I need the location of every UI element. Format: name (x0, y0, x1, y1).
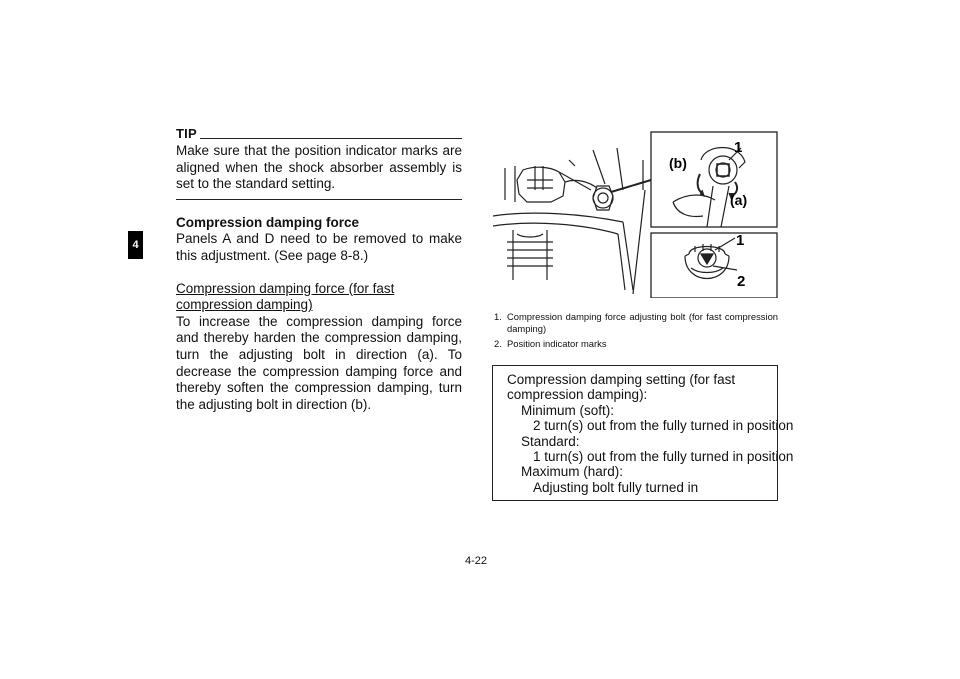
spec-min-label: Minimum (soft): (521, 402, 615, 418)
section-intro: Panels A and D need to be removed to make this adjustment. (See page 8-8.) (176, 231, 462, 263)
chapter-tab: 4 (128, 231, 143, 259)
section-title: Compression damping force (176, 214, 360, 230)
tip-text: Make sure that the position indicator marks are aligned when the shock absorber assembly is set to the standard setting. (176, 143, 462, 200)
callout-bottom-2: 2 (737, 273, 746, 290)
callout-bottom-1: 1 (736, 232, 745, 249)
caption-item (494, 338, 778, 350)
page-number: 4-22 (465, 555, 488, 567)
spec-std-label: Standard: (521, 433, 580, 449)
figure-captions (494, 311, 778, 350)
spec-max-value: Adjusting bolt fully turned in (533, 479, 699, 495)
caption-number: 2. (494, 338, 502, 349)
direction-a-label: (a) (730, 192, 748, 208)
caption-number: 1. (494, 311, 502, 322)
shock-absorber-illustration (493, 130, 778, 298)
left-column (176, 124, 462, 413)
direction-b-label: (b) (669, 155, 687, 171)
spec-box (492, 365, 794, 501)
shock-absorber-drawing (493, 148, 651, 294)
caption-text: Position indicator marks (507, 338, 607, 349)
caption-item (494, 311, 778, 334)
spec-heading: Compression damping setting (for fast compression damping): (507, 372, 736, 403)
section-body: To increase the compression damping force and thereby harden the compression damping, turn the adjusting bolt in direction (a). To decrease the compression damping force and thereby soften the compression damping, turn the adjusting bolt in direction (b). (176, 313, 462, 412)
spec-std-value: 1 turn(s) out from the fully turned in position (533, 449, 794, 465)
spec-min-value: 2 turn(s) out from the fully turned in position (533, 418, 794, 434)
inset-bottom-frame (651, 233, 777, 298)
caption-text: Compression damping force adjusting bolt (for fast compression damping) (507, 311, 778, 334)
subsection-title: Compression damping force (for fast compression damping) (176, 280, 395, 313)
tip-title: TIP (176, 126, 197, 141)
tip-rule (200, 138, 462, 139)
inset-top-frame (651, 132, 777, 227)
callout-top-1: 1 (734, 139, 743, 156)
tip-header (176, 124, 462, 140)
spec-max-label: Maximum (hard): (521, 464, 624, 480)
